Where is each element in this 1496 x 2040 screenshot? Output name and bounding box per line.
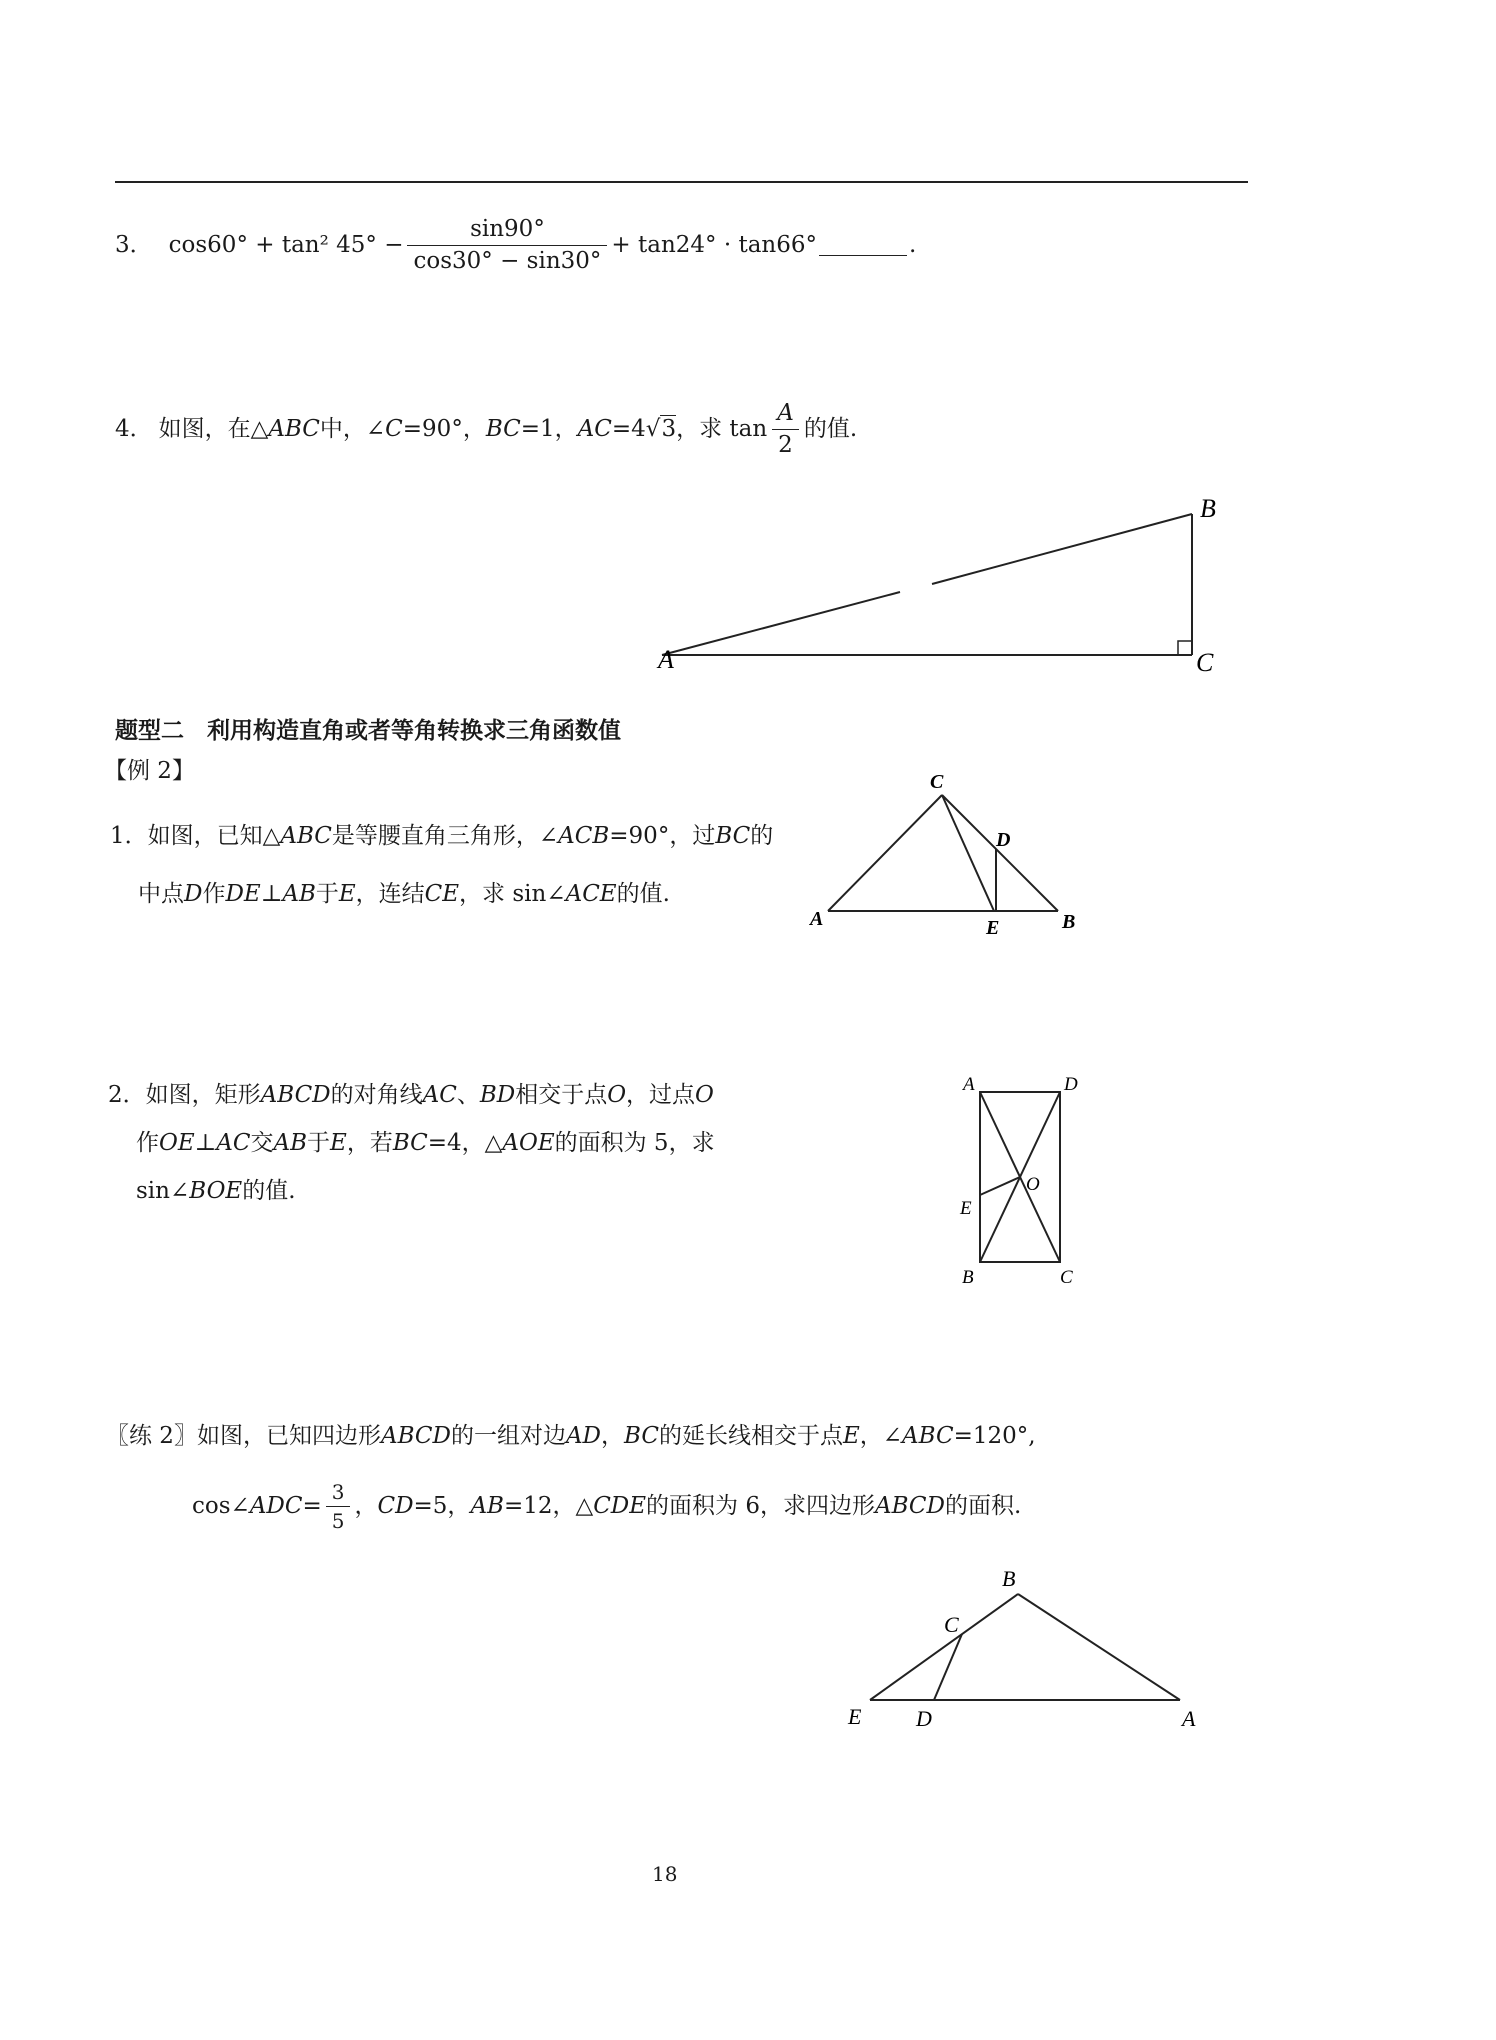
segment-name: AB [282, 881, 316, 907]
text: ，求 sin∠ [459, 881, 566, 907]
vertex-label-O: O [1026, 1174, 1040, 1195]
vertex-label-C: C [1060, 1267, 1073, 1288]
text: ，若 [346, 1130, 393, 1156]
segment-name: CE [424, 881, 460, 907]
vertex-label-A: A [963, 1074, 975, 1095]
angle-name: ADC [249, 1493, 303, 1519]
vertex-label-E: E [986, 917, 1000, 939]
text: 1．如图，已知△ [110, 823, 281, 849]
point-name: O [695, 1082, 714, 1108]
problem-4-number: 4． [115, 416, 153, 442]
sqrt-radicand: 3 [661, 416, 677, 442]
fraction-denominator: 5 [326, 1506, 351, 1531]
problem-4-text: =90°， [402, 416, 486, 442]
text: sin∠ [136, 1178, 190, 1204]
text: 交 [250, 1130, 274, 1156]
text: ， [354, 1493, 378, 1519]
triangle-name: ABC [268, 416, 320, 442]
text: =120°, [953, 1423, 1036, 1449]
text: 的值. [616, 881, 670, 907]
vertex-label-B: B [1002, 1566, 1016, 1591]
problem-3-end: . [909, 232, 917, 258]
angle-name: ABC [902, 1423, 954, 1449]
text: 作 [136, 1130, 159, 1156]
point-name: E [842, 1423, 860, 1449]
problem-3-number: 3． [115, 232, 153, 258]
practice-label: 〖练 2〗 [106, 1423, 197, 1449]
text: =12，△ [503, 1493, 594, 1519]
segment-name: AB [470, 1493, 504, 1519]
angle-name: C [385, 416, 403, 442]
text: ⊥ [260, 881, 283, 907]
segment-name: AC [422, 1082, 457, 1108]
vertex-label-B: B [1200, 494, 1216, 523]
text: 的面积. [944, 1493, 1022, 1519]
vertex-label-C: C [930, 771, 944, 793]
angle-name: BOE [189, 1178, 243, 1204]
text: 的面积为 6，求四边形 [646, 1493, 875, 1519]
vertex-label-A: A [658, 645, 674, 674]
angle-name: ACE [565, 881, 617, 907]
text: ，过点 [626, 1082, 696, 1108]
text: =4，△ [427, 1130, 503, 1156]
segment-name: BC [624, 1423, 659, 1449]
fraction-numerator: A [777, 400, 794, 426]
problem-3-fraction-denominator: cos30° − sin30° [407, 245, 607, 273]
vertex-label-C: C [1196, 648, 1214, 677]
vertex-label-C: C [944, 1612, 959, 1637]
angle-name: ACB [558, 823, 610, 849]
point-name: O [607, 1082, 627, 1108]
quadrilateral-name: ABCD [380, 1423, 451, 1449]
text: cos∠ [192, 1493, 250, 1519]
text: 是等腰直角三角形，∠ [331, 823, 559, 849]
page-number: 18 [652, 1862, 678, 1886]
segment-name: AB [273, 1130, 308, 1156]
text: 的值. [242, 1178, 296, 1204]
fraction-denominator: 2 [772, 429, 799, 457]
text: 作 [202, 881, 226, 907]
text: 的 [750, 823, 774, 849]
vertex-label-A: A [810, 908, 824, 930]
text: 如图，已知四边形 [196, 1423, 381, 1449]
problem-4-text: 如图，在△ [158, 416, 269, 442]
problem-4-text: ，求 tan [676, 416, 768, 442]
text: ， [601, 1423, 624, 1449]
sqrt-expression: √3 [645, 416, 677, 442]
segment-name: DE [225, 881, 261, 907]
text: 的对角线 [330, 1082, 423, 1108]
text: 的延长线相交于点 [658, 1423, 843, 1449]
problem-3-fraction-numerator: sin90° [470, 216, 545, 242]
text: 2．如图，矩形 [108, 1082, 261, 1108]
section-heading: 题型二 利用构造直角或者等角转换求三角函数值 [115, 718, 621, 744]
text: 于 [307, 1130, 331, 1156]
vertex-label-D: D [916, 1706, 932, 1731]
text: 的一组对边 [450, 1423, 566, 1449]
point-name: D [184, 881, 203, 907]
text: 的面积为 5，求 [554, 1130, 715, 1156]
vertex-label-B: B [1062, 911, 1076, 933]
vertex-label-D: D [996, 829, 1011, 851]
vertex-label-E: E [848, 1704, 862, 1729]
triangle-name: CDE [593, 1493, 647, 1519]
problem-3-lhs: cos60° + tan² 45° − [168, 232, 404, 258]
vertex-label-B: B [962, 1267, 974, 1288]
example-label: 【例 2】 [104, 758, 195, 784]
problem-4-text: 的值. [803, 416, 858, 442]
text: = [302, 1493, 322, 1519]
segment-name: AD [565, 1423, 601, 1449]
point-name: E [338, 881, 356, 907]
text: 中点 [138, 881, 184, 907]
segment-name: BC [485, 416, 521, 442]
text: 相交于点 [515, 1082, 608, 1108]
segment-name: BD [479, 1082, 516, 1108]
segment-name: BC [392, 1130, 428, 1156]
problem-3-rhs: + tan24° · tan66° [611, 232, 818, 258]
problem-4-text: =1， [520, 416, 578, 442]
segment-name: AC [577, 416, 612, 442]
text: 于 [315, 881, 339, 907]
problem-4-text: =4 [611, 416, 646, 442]
rectangle-name: ABCD [260, 1082, 331, 1108]
text: 、 [456, 1082, 480, 1108]
segment-name: BC [715, 823, 751, 849]
text: ，∠ [859, 1423, 903, 1449]
segment-name: OE [159, 1130, 195, 1156]
segment-name: AC [216, 1130, 251, 1156]
text: ⊥ [194, 1130, 217, 1156]
text: =90°，过 [609, 823, 716, 849]
problem-4-text: 中，∠ [319, 416, 386, 442]
vertex-label-A: A [1182, 1706, 1196, 1731]
text: ，连结 [355, 881, 425, 907]
text: =5， [413, 1493, 471, 1519]
quadrilateral-name: ABCD [874, 1493, 945, 1519]
vertex-label-D: D [1064, 1074, 1078, 1095]
triangle-name: AOE [502, 1130, 555, 1156]
segment-name: CD [377, 1493, 414, 1519]
fraction-numerator: 3 [331, 1480, 345, 1504]
triangle-name: ABC [280, 823, 332, 849]
point-name: E [330, 1130, 347, 1156]
vertex-label-E: E [960, 1198, 972, 1219]
